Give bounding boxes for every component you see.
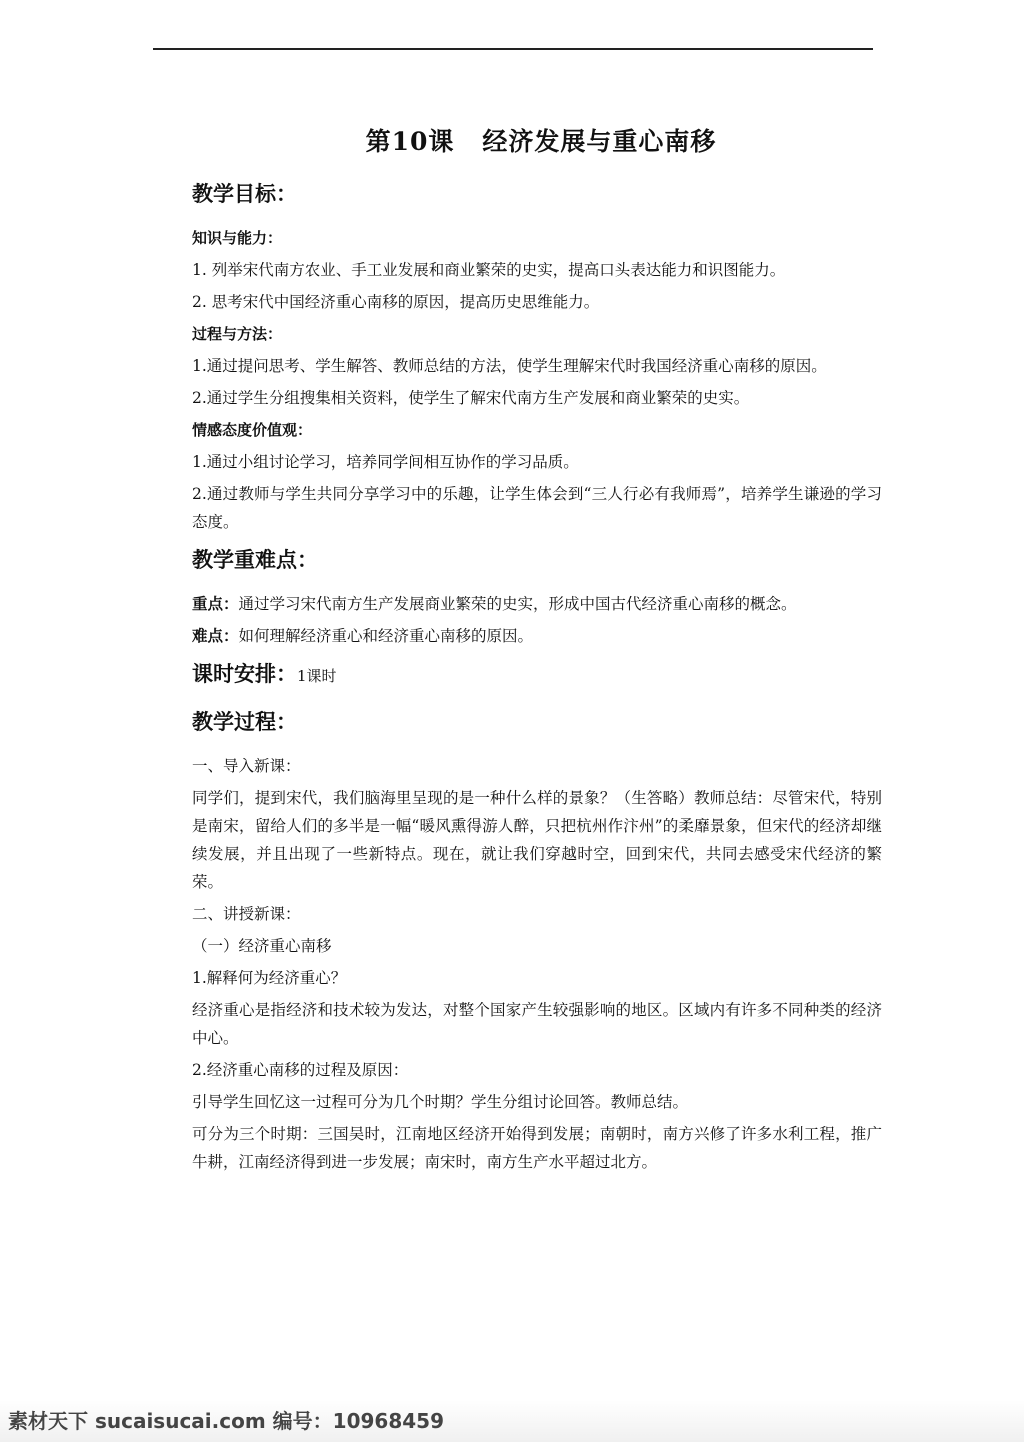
intro-text: 同学们，提到宋代，我们脑海里呈现的是一种什么样的景象？（生答略）教师总结：尽管宋代，特别是南宋，留给人们的多半是一幅“暖风熏得游人醉，只把杭州作汴州”的柔靡景象，但宋代的经济却继续发展，并且出现了一些新特点。现在，就让我们穿越时空，回到宋代，共同去感受宋代经济的繁荣。 bbox=[192, 789, 882, 891]
schedule-value: 1课时 bbox=[297, 667, 337, 685]
intro-label: 一、导入新课： bbox=[192, 757, 301, 775]
answer-1: 经济重心是指经济和技术较为发达，对整个国家产生较强影响的地区。区域内有许多不同种类的经济中心。 bbox=[192, 1001, 882, 1047]
lesson-number: 第10课 bbox=[365, 127, 455, 156]
key-label: 重点： bbox=[192, 594, 239, 613]
key-text: 通过学习宋代南方生产发展商业繁荣的史实，形成中国古代经济重心南移的概念。 bbox=[238, 595, 797, 613]
subsection-title: （一）经济重心南移 bbox=[192, 937, 332, 955]
knowledge-item: 1. 列举宋代南方农业、手工业发展和商业繁荣的史实，提高口头表达能力和识图能力。 bbox=[192, 261, 786, 279]
process-item: 1.通过提问思考、学生解答、教师总结的方法，使学生理解宋代时我国经济重心南移的原因。 bbox=[192, 357, 827, 375]
process-label: 过程与方法： bbox=[192, 325, 283, 343]
document-body bbox=[192, 170, 882, 1180]
hard-point bbox=[192, 622, 882, 650]
question-2: 2.经济重心南移的过程及原因： bbox=[192, 1061, 409, 1079]
keypoints-heading: 教学重难点： bbox=[192, 547, 318, 572]
hard-text: 如何理解经济重心和经济重心南移的原因。 bbox=[238, 627, 534, 645]
lesson-name: 经济发展与重心南移 bbox=[482, 127, 717, 156]
process-heading: 教学过程： bbox=[192, 709, 297, 734]
top-rule bbox=[153, 48, 873, 50]
emotion-item: 1.通过小组讨论学习，培养同学间相互协作的学习品质。 bbox=[192, 453, 579, 471]
lecture-label: 二、讲授新课： bbox=[192, 905, 301, 923]
objectives-heading: 教学目标： bbox=[192, 181, 297, 206]
process-item: 2.通过学生分组搜集相关资料，使学生了解宋代南方生产发展和商业繁荣的史实。 bbox=[192, 389, 750, 407]
watermark-banner: 素材天下 sucaisucai.com 编号：10968459 bbox=[0, 1400, 1024, 1442]
question-1: 1.解释何为经济重心？ bbox=[192, 969, 347, 987]
knowledge-item: 2. 思考宋代中国经济重心南移的原因，提高历史思维能力。 bbox=[192, 293, 600, 311]
key-point bbox=[192, 590, 882, 618]
answer-2b: 可分为三个时期：三国吴时，江南地区经济开始得到发展；南朝时，南方兴修了许多水利工程，推广牛耕，江南经济得到进一步发展；南宋时，南方生产水平超过北方。 bbox=[192, 1125, 882, 1171]
emotion-label: 情感态度价值观： bbox=[192, 421, 313, 439]
answer-2a: 引导学生回忆这一过程可分为几个时期？学生分组讨论回答。教师总结。 bbox=[192, 1093, 689, 1111]
hard-label: 难点： bbox=[192, 626, 239, 645]
schedule-label: 课时安排： bbox=[192, 661, 297, 686]
schedule-heading bbox=[192, 658, 882, 692]
knowledge-label: 知识与能力： bbox=[192, 229, 283, 247]
emotion-item: 2.通过教师与学生共同分享学习中的乐趣，让学生体会到“三人行必有我师焉”，培养学生谦逊的学习态度。 bbox=[192, 485, 882, 531]
page-title bbox=[0, 122, 1024, 158]
